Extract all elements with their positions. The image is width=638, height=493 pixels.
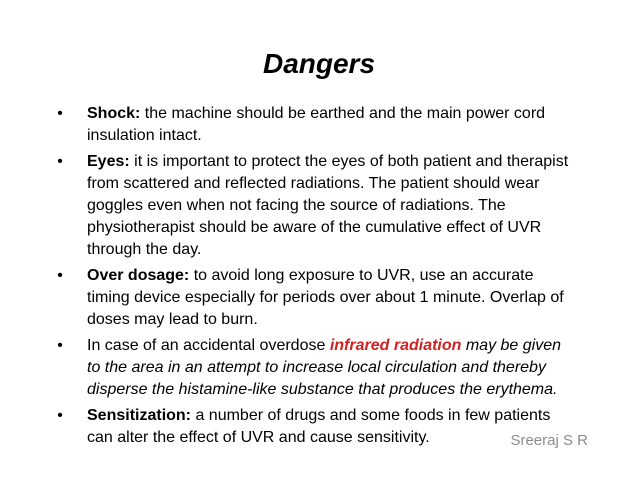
bullet-dot-icon: • — [57, 105, 63, 122]
bullet-label: Over dosage: — [87, 267, 190, 284]
bullet-dot-icon: • — [57, 267, 63, 284]
bullet-item-sensitization — [54, 405, 574, 449]
bullet-dot-icon: • — [57, 337, 63, 354]
bullet-dot-icon: • — [57, 153, 63, 170]
bullet-item-over-dosage — [54, 265, 574, 331]
bullet-dot-icon: • — [57, 407, 63, 424]
bullet-text: a number of drugs and some foods in few patients can alter the effect of UVR and cause sensitivity. — [87, 407, 551, 446]
bullet-text-italic: may be given to the area in an attempt to increase local circulation and thereby disperse the histamine-like substance that produces the erythema. — [87, 337, 562, 398]
bullet-list — [54, 103, 574, 453]
bullet-item-overdose — [54, 335, 574, 401]
bullet-text: In case of an accidental overdose — [87, 337, 330, 354]
bullet-text: to avoid long exposure to UVR, use an accurate timing device especially for periods over about 1 minute. Overlap of doses may lead to burn. — [87, 267, 564, 328]
bullet-item-eyes — [54, 151, 574, 261]
author-credit: Sreeraj S R — [510, 432, 588, 449]
slide-title: Dangers — [262, 48, 376, 79]
highlight-text: infrared radiation — [329, 337, 462, 354]
bullet-label: Shock: — [87, 105, 141, 122]
bullet-text: the machine should be earthed and the main power cord insulation intact. — [87, 105, 546, 144]
bullet-item-shock — [54, 103, 574, 147]
bullet-label: Eyes: — [87, 153, 130, 170]
bullet-label: Sensitization: — [87, 407, 192, 424]
bullet-text: it is important to protect the eyes of both patient and therapist from scattered and reflected radiations. The patient should wear goggles even when not facing the source of radiations. The physiotherapist should be aware of the cumulative effect of UVR through the day. — [87, 153, 569, 258]
